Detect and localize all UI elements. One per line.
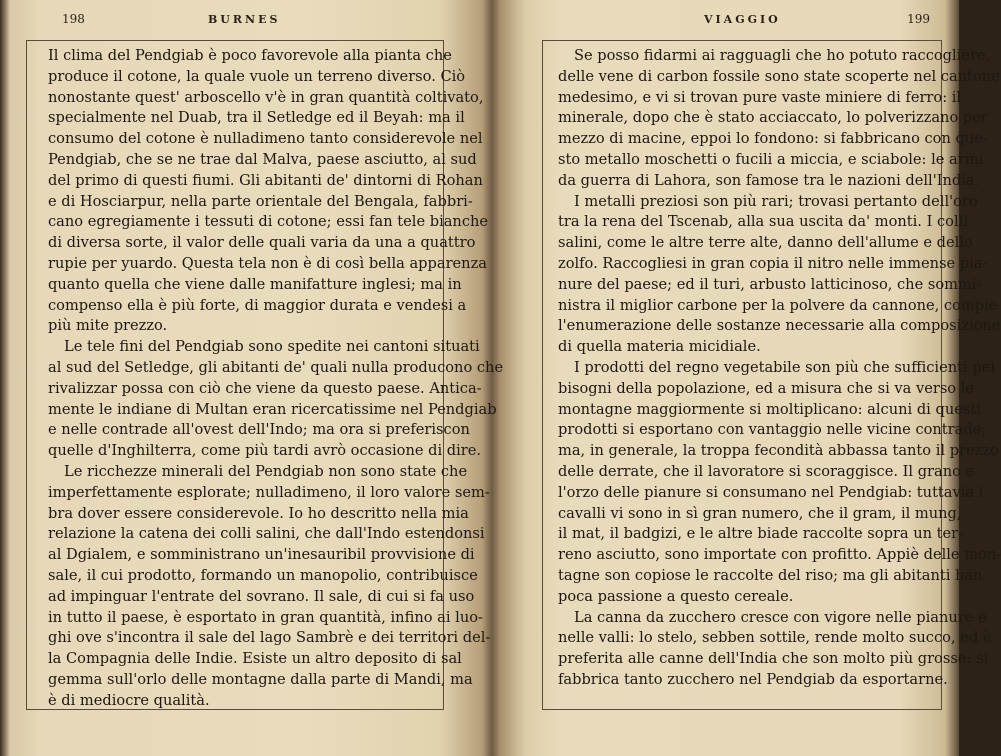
text-line: in tutto il paese, è esportato in gran quantità, infino ai luo-: [48, 608, 483, 626]
text-line: al Dgialem, e somministrano un'inesauribil provvisione di: [48, 546, 475, 564]
text-line: sale, il cui prodotto, formando un manopolio, contribuisce: [48, 566, 478, 584]
text-line: quelle d'Inghilterra, come più tardi avrò occasione di dire.: [48, 442, 482, 460]
text-line: imperfettamente esplorate; nulladimeno, il loro valore sem-: [48, 483, 490, 501]
text-line: reno asciutto, sono importate con profitto. Appiè delle mon-: [558, 546, 1001, 564]
text-line: nure del paese; ed il turi, arbusto latticinoso, che sommi-: [558, 275, 982, 293]
text-line: nistra il miglior carbone per la polvere da cannone, compie: [558, 296, 998, 314]
text-line: di quella materia micidiale.: [558, 338, 761, 356]
text-line: preferita alle canne dell'India che son molto più grosse: si: [558, 650, 989, 668]
text-line: del primo di questi fiumi. Gli abitanti de' dintorni di Rohan: [48, 171, 483, 189]
text-line: salini, come le altre terre alte, danno dell'allume e dello: [558, 234, 973, 252]
left-page: [22, 0, 504, 756]
text-line: il mat, il badgizi, e le altre biade raccolte sopra un ter-: [558, 525, 964, 543]
text-line: da guerra di Lahora, son famose tra le nazioni dell'India.: [558, 171, 980, 189]
text-line: minerale, dopo che è stato acciaccato, lo polverizzano per: [558, 109, 988, 127]
text-line: relazione la catena dei colli salini, che dall'Indo estendonsi: [48, 525, 485, 543]
text-line: poca passione a questo cereale.: [558, 587, 794, 605]
right-page-body: [558, 46, 1001, 691]
text-line: nonostante quest' arboscello v'è in gran quantità coltivato,: [48, 88, 484, 106]
text-line: l'enumerazione delle sostanze necessarie alla composizione: [558, 317, 1001, 335]
text-line: rupie per yuardo. Questa tela non è di così bella apparenza: [48, 254, 487, 272]
text-line: al sud del Setledge, gli abitanti de' quali nulla producono che: [48, 358, 504, 376]
text-line: ad impinguar l'entrate del sovrano. Il sale, di cui si fa uso: [48, 587, 475, 605]
text-line: l'orzo delle pianure si consumano nel Pendgiab: tuttavia i: [558, 483, 984, 501]
text-line: sto metallo moschetti o fucili a miccia, e sciabole: le armi: [558, 150, 984, 168]
text-line: gemma sull'orlo delle montagne dalla parte di Mandi, ma: [48, 670, 473, 688]
text-line: La canna da zucchero cresce con vigore nelle pianure e: [574, 608, 987, 626]
text-line: produce il cotone, la quale vuole un terreno diverso. Ciò: [48, 67, 466, 85]
text-line: medesimo, e vi si trovan pure vaste miniere di ferro: il: [558, 88, 962, 106]
text-line: di diversa sorte, il valor delle quali varia da una a quattro: [48, 234, 476, 252]
right-running-head: [536, 12, 948, 34]
text-line: bra dover essere considerevole. Io ho descritto nella mia: [48, 504, 469, 522]
text-line: Pendgiab, che se ne trae dal Malva, paese asciutto, al sud: [48, 150, 477, 168]
text-line: ma, in generale, la troppa fecondità abbassa tanto il prezzo: [558, 442, 999, 460]
text-line: ghi ove s'incontra il sale del lago Sambrè e dei territori del-: [48, 629, 491, 647]
page-number: 199: [907, 12, 930, 26]
running-head-title: VIAGGIO: [704, 13, 781, 26]
text-line: I metalli preziosi son più rari; trovasi pertanto dell'oro: [574, 192, 978, 210]
text-line: Le ricchezze minerali del Pendgiab non sono state che: [64, 462, 468, 480]
text-line: prodotti si esportano con vantaggio nelle vicine contrade;: [558, 421, 987, 439]
text-line: rivalizzar possa con ciò che viene da questo paese. Antica-: [48, 379, 482, 397]
left-running-head: [22, 12, 452, 34]
text-line: fabbrica tanto zucchero nel Pendgiab da esportarne.: [558, 670, 948, 688]
right-page: [536, 0, 1001, 756]
text-line: zolfo. Raccogliesi in gran copia il nitro nelle immense pia-: [558, 254, 988, 272]
text-line: Le tele fini del Pendgiab sono spedite nei cantoni situati: [64, 338, 480, 356]
left-page-body: [48, 46, 504, 712]
text-line: quanto quella che viene dalle manifatture inglesi; ma in: [48, 275, 462, 293]
text-line: mezzo di macine, eppoi lo fondono: si fabbricano con que-: [558, 130, 988, 148]
text-line: tagne son copiose le raccolte del riso; ma gli abitanti han: [558, 566, 983, 584]
text-line: nelle valli: lo stelo, sebben sottile, rende molto succo, ed è: [558, 629, 992, 647]
text-line: delle derrate, che il lavoratore si scoraggisce. Il grano e: [558, 462, 975, 480]
text-line: più mite prezzo.: [48, 317, 168, 335]
text-line: mente le indiane di Multan eran ricercatissime nel Pendgiab: [48, 400, 497, 418]
running-head-title: BURNES: [208, 13, 281, 26]
text-line: cano egregiamente i tessuti di cotone; essi fan tele bianche: [48, 213, 489, 231]
text-line: specialmente nel Duab, tra il Setledge ed il Beyah: ma il: [48, 109, 465, 127]
text-line: e nelle contrade all'ovest dell'Indo; ma ora si preferiscon: [48, 421, 470, 439]
text-line: e di Hosciarpur, nella parte orientale del Bengala, fabbri-: [48, 192, 473, 210]
text-line: compenso ella è più forte, di maggior durata e vendesi a: [48, 296, 467, 314]
text-line: Il clima del Pendgiab è poco favorevole alla pianta che: [48, 47, 452, 64]
text-line: consumo del cotone è nulladimeno tanto considerevole nel: [48, 130, 483, 148]
text-line: tra la rena del Tscenab, alla sua uscita da' monti. I colli: [558, 213, 968, 231]
text-line: bisogni della popolazione, ed a misura che si va verso le: [558, 379, 975, 397]
text-line: delle vene di carbon fossile sono state scoperte nel cantone: [558, 67, 1000, 85]
text-line: montagne maggiormente si moltiplicano: alcuni di questi: [558, 400, 981, 418]
text-line: I prodotti del regno vegetabile son più che sufficienti pei: [574, 358, 995, 376]
page-number: 198: [62, 12, 85, 26]
text-line: Se posso fidarmi ai ragguagli che ho potuto raccogliere,: [574, 47, 991, 64]
text-line: la Compagnia delle Indie. Esiste un altro deposito di sal: [48, 650, 462, 668]
text-line: è di mediocre qualità.: [48, 691, 210, 709]
text-line: cavalli vi sono in sì gran numero, che il gram, il mung,: [558, 504, 962, 522]
